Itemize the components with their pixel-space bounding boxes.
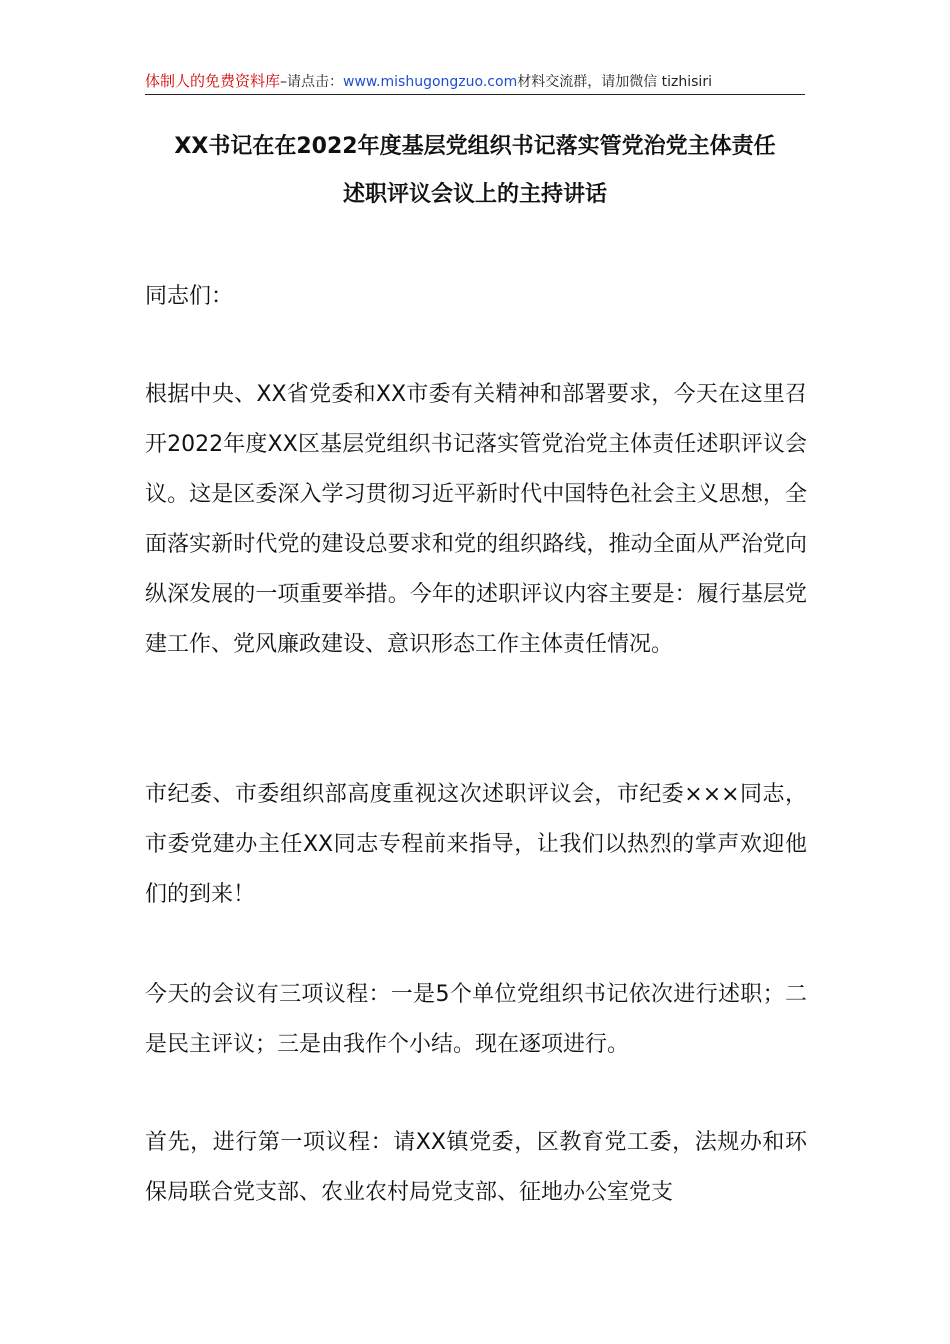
- header-prompt: –请点击：: [280, 74, 344, 90]
- paragraph-2: 市纪委、市委组织部高度重视这次述职评议会，市纪委×××同志，市委党建办主任XX同志专程前来指导，让我们以热烈的掌声欢迎他们的到来！: [145, 782, 807, 907]
- page-header: [145, 70, 805, 95]
- header-website-link[interactable]: www.mishugongzuo.com: [343, 74, 518, 90]
- document-title-line-2: 述职评议会议上的主持讲话: [342, 182, 607, 207]
- paragraph-3: 今天的会议有三项议程：一是5个单位党组织书记依次进行述职；二是民主评议；三是由我作个小结。现在逐项进行。: [145, 982, 807, 1057]
- paragraph-4: 首先，进行第一项议程：请XX镇党委，区教育党工委，法规办和环保局联合党支部、农业农村局党支部、征地办公室党支: [145, 1130, 807, 1205]
- header-contact-text: 材料交流群，请加微信 tizhisiri: [517, 74, 712, 90]
- paragraph-1: 根据中央、XX省党委和XX市委有关精神和部署要求，今天在这里召开2022年度XX区基层党组织书记落实管党治党主体责任述职评议会议。这是区委深入学习贯彻习近平新时代中国特色社会主义思想，全面落实新时代党的建设总要求和党的组织路线，推动全面从严治党向纵深发展的一项重要举措。今年的述职评议内容主要是：履行基层党建工作、党风廉政建设、意识形态工作主体责任情况。: [145, 382, 807, 657]
- salutation: 同志们：: [145, 284, 234, 309]
- document-title-line-1: XX书记在在2022年度基层党组织书记落实管党治党主体责任: [174, 134, 776, 159]
- header-brand: 体制人的免费资料库: [145, 72, 281, 90]
